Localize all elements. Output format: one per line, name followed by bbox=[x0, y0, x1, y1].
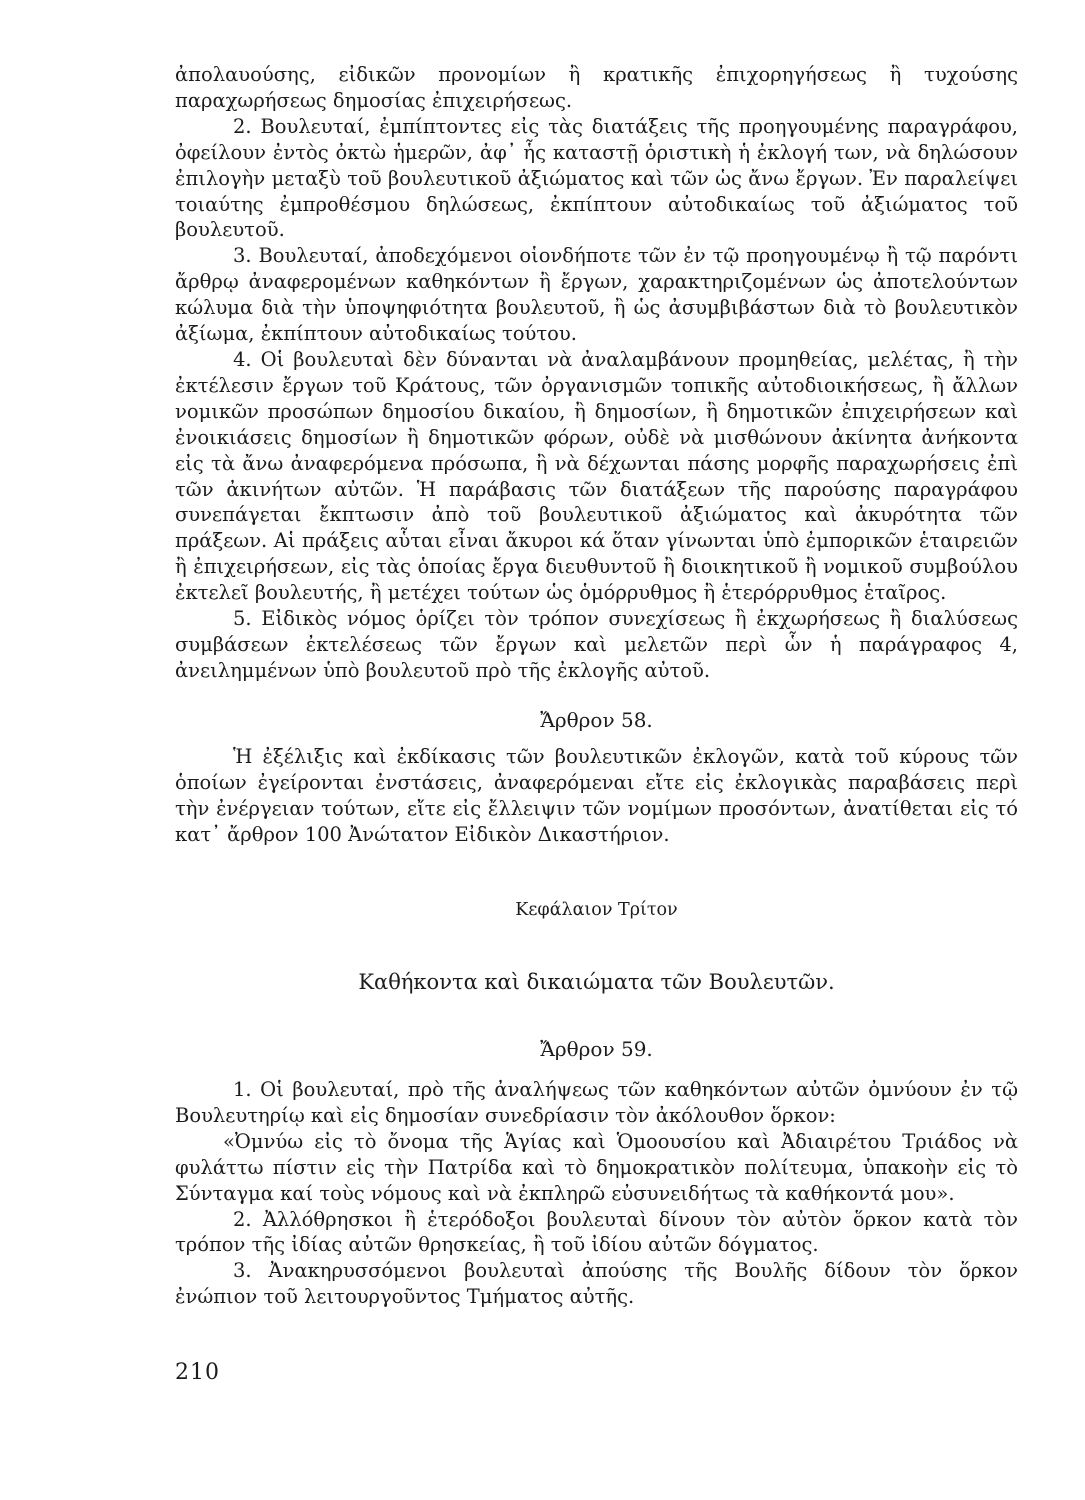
paragraph-58: Ἡ ἐξέλιξις καὶ ἐκδίκασις τῶν βουλευτικῶν ἐκλογῶν, κατὰ τοῦ κύρους τῶν ὁποίων ἐγείρονται ἐνστάσεις, ἀναφερόμεναι εἴτε εἰς ἐκλογικὰς παραβάσεις περὶ τὴν ἐνέργειαν τούτων, εἴτε εἰς ἔλλειψιν τῶν νομίμων προσόντων, ἀνατίθεται εἰς τό κατ᾽ ἄρθρον 100 Ἀνώτατον Εἰδικὸν Δικαστήριον. bbox=[175, 745, 1018, 846]
chapter-title: Καθήκοντα καὶ δικαιώματα τῶν Βουλευτῶν. bbox=[358, 970, 835, 994]
oath-text: «Ὀμνύω εἰς τὸ ὄνομα τῆς Ἁγίας καὶ Ὁμοουσίου καὶ Ἀδιαιρέτου Τριάδος νὰ φυλάττω πίστιν εἰς τὴν Πατρίδα καὶ τὸ δημοκρατικὸν πολίτευμα, ὑπακοὴν εἰς τὸ Σύνταγμα καί τοὺς νόμους καὶ νὰ ἐκπληρῶ εὐσυνειδήτως τὰ καθήκοντά μου». bbox=[175, 1129, 1018, 1205]
article-58-body bbox=[175, 744, 1018, 848]
article-59-body bbox=[175, 1077, 1018, 1310]
article-58-heading: Ἄρθρον 58. bbox=[540, 708, 653, 732]
paragraph-57-3: 3. Βουλευταί, ἀποδεχόμενοι οἱονδήποτε τῶν ἐν τῷ προηγουμένῳ ἢ τῷ παρόντι ἄρθρῳ ἀναφερομένων καθηκόντων ἢ ἔργων, χαρακτηριζομένων ὡς ἀποτελούντων κώλυμα διὰ τὴν ὑποψηφιότητα βουλευτοῦ, ἢ ὡς ἀσυμβιβάστων διὰ τὸ βουλευτικὸν ἀξίωμα, ἐκπίπτουν αὐτοδικαίως τούτου. bbox=[175, 244, 1018, 346]
article-59-heading: Ἄρθρον 59. bbox=[540, 1037, 653, 1061]
paragraph-57-2: 2. Βουλευταί, ἐμπίπτοντες εἰς τὰς διατάξεις τῆς προηγουμένης παραγράφου, ὀφείλουν ἐντὸς ὀκτὼ ἡμερῶν, ἀφ᾽ ἧς καταστῇ ὁριστικὴ ἡ ἐκλογή των, νὰ δηλώσουν ἐπιλογὴν μεταξὺ τοῦ βουλευτικοῦ ἀξιώματος καὶ τῶν ὡς ἄνω ἔργων. Ἐν παραλείψει τοιαύτης ἐμπροθέσμου δηλώσεως, ἐκπίπτουν αὐτοδικαίως τοῦ ἀξιώματος τοῦ βουλευτοῦ. bbox=[175, 114, 1018, 242]
paragraph-57-4: 4. Οἱ βουλευταὶ δὲν δύνανται νὰ ἀναλαμβάνουν προμηθείας, μελέτας, ἢ τὴν ἐκτέλεσιν ἔργων τοῦ Κράτους, τῶν ὀργανισμῶν τοπικῆς αὐτοδιοικήσεως, ἢ ἄλλων νομικῶν προσώπων δημοσίου δικαίου, ἢ δημοσίων, ἢ δημοτικῶν ἐπιχειρήσεων καὶ ἐνοικιάσεις δημοσίων ἢ δημοτικῶν φόρων, οὐδὲ νὰ μισθώνουν ἀκίνητα ἀνήκοντα εἰς τὰ ἄνω ἀναφερόμενα πρόσωπα, ἢ νὰ δέχωνται πάσης μορφῆς παραχωρήσεις ἐπὶ τῶν ἀκινήτων αὐτῶν. Ἡ παράβασις τῶν διατάξεων τῆς παρούσης παραγράφου συνεπάγεται ἔκπτωσιν ἀπὸ τοῦ βουλευτικοῦ ἀξιώματος καὶ ἀκυρότητα τῶν πράξεων. Αἱ πράξεις αὗται εἶναι ἄκυροι κά ὅταν γίνωνται ὑπὸ ἐμπορικῶν ἑταιρειῶν ἢ ἐπιχειρήσεων, εἰς τὰς ὁποίας ἔργα διευθυντοῦ ἢ διοικητικοῦ ἢ νομικοῦ συμβούλου ἐκτελεῖ βουλευτής, ἢ μετέχει τούτων ὡς ὁμόρρυθμος ἢ ἑτερόρρυθμος ἑταῖρος. bbox=[175, 347, 1018, 605]
paragraph-57-5: 5. Εἰδικὸς νόμος ὁρίζει τὸν τρόπον συνεχίσεως ἢ ἐκχωρήσεως ἢ διαλύσεως συμβάσεων ἐκτελέσεως τῶν ἔργων καὶ μελετῶν περὶ ὧν ἡ παράγραφος 4, ἀνειλημμένων ὑπὸ βουλευτοῦ πρὸ τῆς ἐκλογῆς αὐτοῦ. bbox=[175, 607, 1018, 682]
paragraph-57-1-tail: ἀπολαυούσης, εἰδικῶν προνομίων ἢ κρατικῆς ἐπιχορηγήσεως ἢ τυχούσης παραχωρήσεως δημοσίας ἐπιχειρήσεως. bbox=[175, 63, 1018, 112]
chapter-label: Κεφάλαιον Τρίτον bbox=[515, 900, 678, 920]
article-57-continuation bbox=[175, 62, 1018, 684]
paragraph-59-1: 1. Οἱ βουλευταί, πρὸ τῆς ἀναλήψεως τῶν καθηκόντων αὐτῶν ὀμνύουν ἐν τῷ Βουλευτηρίῳ καὶ εἰς δημοσίαν συνεδρίασιν τὸν ἀκόλουθον ὅρκον: bbox=[175, 1078, 1018, 1127]
paragraph-59-3: 3. Ἀνακηρυσσόμενοι βουλευταὶ ἀπούσης τῆς Βουλῆς δίδουν τὸν ὅρκον ἐνώπιον τοῦ λειτουργοῦντος Τμήματος αὐτῆς. bbox=[175, 1259, 1018, 1309]
page-number: 210 bbox=[175, 1360, 220, 1385]
paragraph-59-2: 2. Ἀλλόθρησκοι ἢ ἑτερόδοξοι βουλευταὶ δίνουν τὸν αὐτὸν ὅρκον κατὰ τὸν τρόπον τῆς ἰδίας αὐτῶν θρησκείας, ἢ τοῦ ἰδίου αὐτῶν δόγματος. bbox=[175, 1207, 1018, 1257]
